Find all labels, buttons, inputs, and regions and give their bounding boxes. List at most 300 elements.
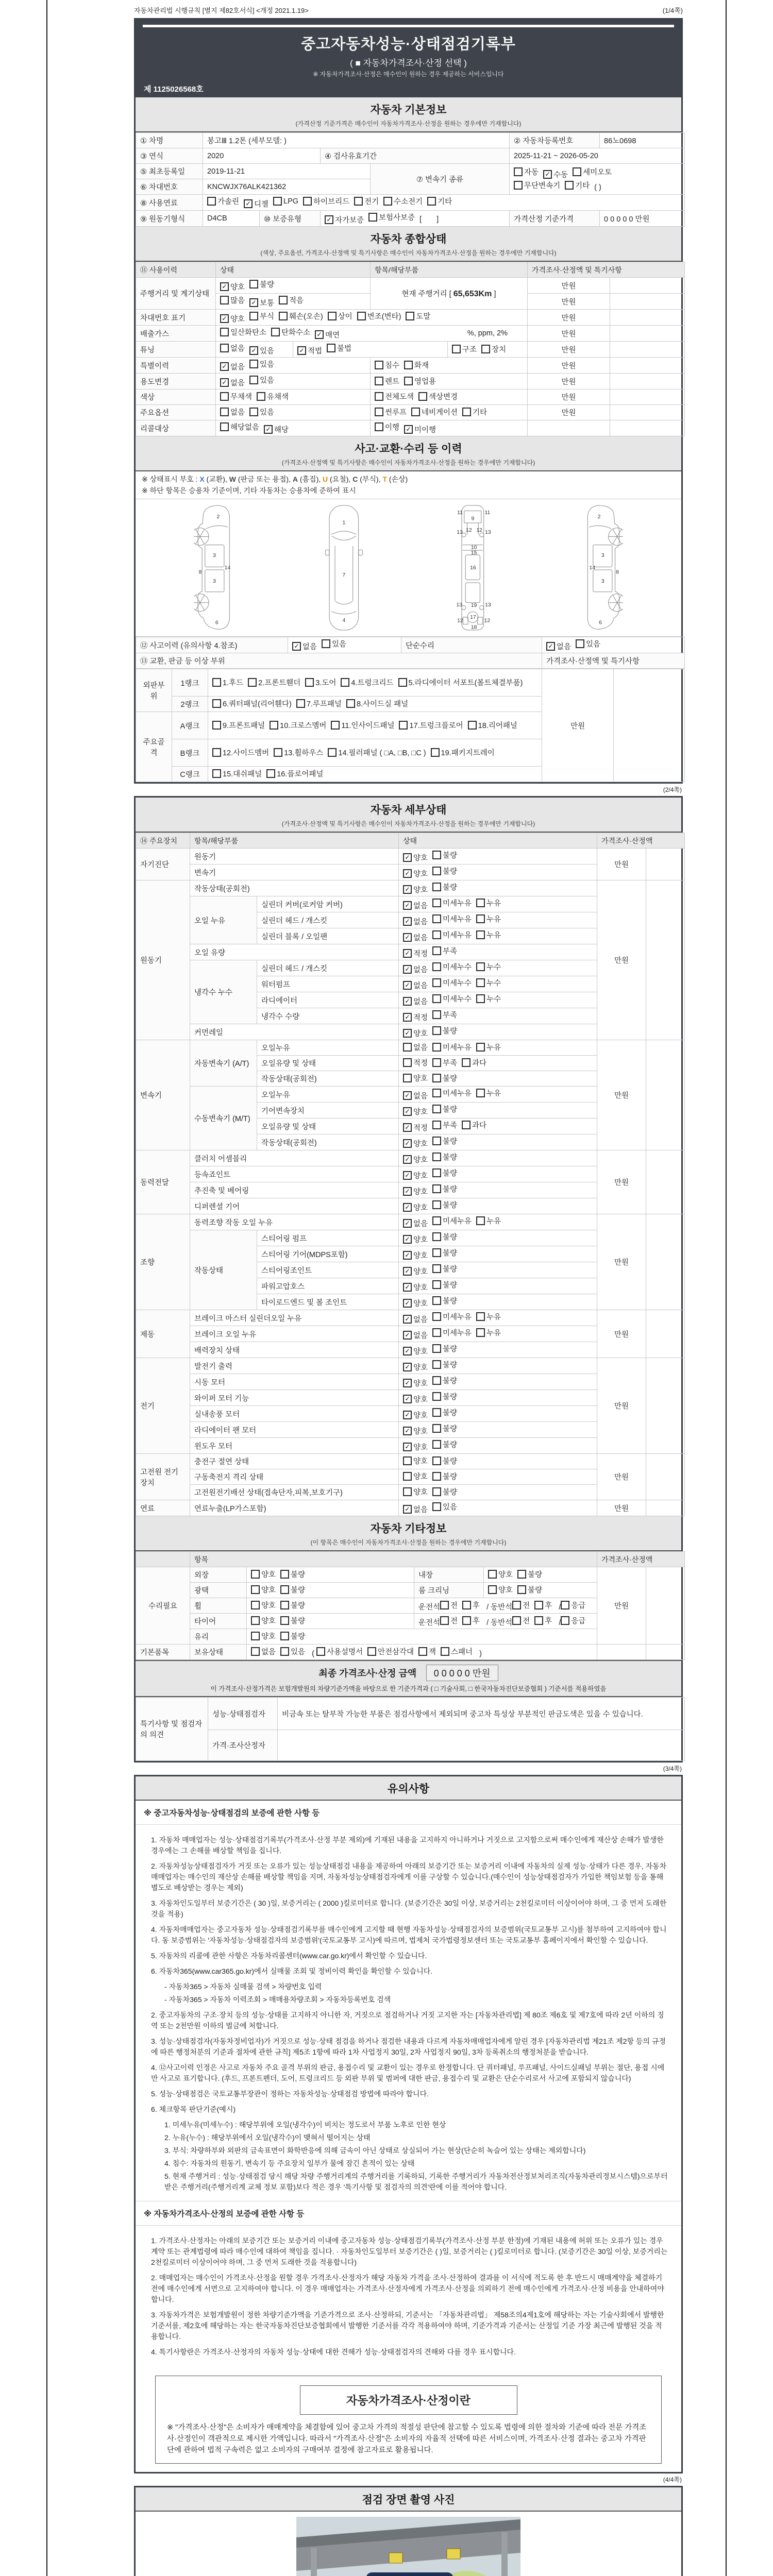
checkbox[interactable] (251, 1600, 276, 1611)
checkbox[interactable] (432, 913, 472, 924)
checkbox[interactable] (476, 1088, 501, 1098)
checkbox-box (303, 197, 312, 206)
checkbox[interactable] (249, 311, 274, 321)
checkbox-checked[interactable] (403, 964, 428, 975)
checkbox[interactable] (432, 1439, 457, 1450)
checkbox-checked[interactable] (546, 641, 571, 652)
checkbox[interactable] (432, 961, 472, 972)
checkbox-checked[interactable] (404, 424, 436, 435)
checkbox-label: 영업용 (414, 377, 436, 386)
svg-text:15: 15 (470, 550, 477, 556)
checkbox-checked[interactable] (543, 169, 568, 180)
checkbox-checked[interactable] (292, 641, 317, 652)
checkbox-checked[interactable] (264, 424, 289, 435)
checkbox-checked[interactable] (403, 980, 428, 991)
checkbox[interactable] (431, 747, 495, 758)
checkbox[interactable] (404, 360, 429, 370)
checkbox[interactable] (432, 1279, 457, 1290)
checkbox-checked[interactable] (403, 1394, 428, 1404)
checkbox[interactable] (375, 376, 399, 386)
state-options (399, 1087, 597, 1103)
checkbox[interactable] (375, 406, 407, 417)
checkbox[interactable] (212, 677, 243, 688)
checkbox-label: 양호 (413, 1473, 428, 1481)
checkbox-checked[interactable] (403, 1282, 428, 1293)
checkbox-box: ✓ (403, 949, 412, 958)
checkbox[interactable] (220, 343, 245, 353)
checkbox[interactable] (251, 1615, 276, 1626)
checkbox-checked[interactable] (403, 1504, 428, 1515)
checkbox-label: 후 (473, 1617, 480, 1625)
checkbox-checked[interactable] (403, 996, 428, 1007)
checkbox[interactable] (565, 180, 590, 191)
checkbox-box (517, 1570, 526, 1579)
svg-text:12: 12 (457, 618, 463, 624)
checkbox-label: 과다 (472, 1059, 487, 1067)
vin-mark-label: 차대번호 표기 (136, 310, 216, 326)
checkbox[interactable] (403, 1073, 428, 1083)
checkbox[interactable] (476, 961, 501, 972)
checkbox-checked[interactable] (403, 1330, 428, 1341)
checkbox[interactable] (512, 1600, 530, 1611)
checkbox[interactable] (432, 1295, 457, 1306)
checkbox-label: 7.루프패널 (306, 700, 342, 708)
checkbox[interactable] (220, 327, 266, 337)
checkbox-checked[interactable] (403, 1154, 428, 1165)
checkbox-label: 불량 (291, 1571, 306, 1579)
checkbox-checked[interactable] (403, 1314, 428, 1325)
checkbox[interactable] (418, 1646, 436, 1657)
checkbox[interactable] (514, 180, 560, 191)
checkbox-checked[interactable] (403, 884, 428, 895)
checkbox[interactable] (440, 1615, 458, 1626)
checkbox[interactable] (383, 196, 423, 207)
checkbox-box (367, 1647, 376, 1656)
checkbox[interactable] (354, 196, 379, 207)
checkbox[interactable] (462, 1615, 480, 1626)
checkbox[interactable] (432, 1136, 457, 1146)
checkbox[interactable] (207, 196, 239, 207)
checkbox-box (375, 408, 383, 416)
checkbox[interactable] (476, 913, 501, 924)
checkbox-checked[interactable] (403, 1170, 428, 1181)
checkbox-checked[interactable] (315, 329, 340, 340)
item-label: 기어변속장치 (257, 1103, 399, 1118)
item-label: 스티어링조인트 (257, 1262, 399, 1278)
checkbox[interactable] (476, 1215, 501, 1226)
checkbox[interactable] (476, 1327, 501, 1338)
checkbox[interactable] (432, 1151, 457, 1162)
polish-options (247, 1583, 414, 1598)
checkbox-checked[interactable] (403, 1442, 428, 1452)
checkbox[interactable] (432, 1009, 457, 1020)
checkbox[interactable] (488, 1569, 513, 1580)
checkbox-label: 양호 (413, 1458, 428, 1466)
checkbox-checked[interactable] (403, 1028, 428, 1039)
checkbox-checked[interactable] (403, 868, 428, 879)
checkbox[interactable] (212, 720, 265, 731)
checkbox[interactable] (280, 1569, 305, 1580)
state-options (399, 1118, 597, 1134)
checkbox-checked[interactable] (403, 1346, 428, 1357)
checkbox[interactable] (251, 1569, 276, 1580)
checkbox-checked[interactable] (403, 1410, 428, 1420)
checkbox-checked[interactable] (403, 1090, 428, 1101)
main-option-kind-options (371, 405, 528, 420)
checkbox[interactable] (452, 344, 477, 354)
checkbox[interactable] (432, 1167, 457, 1178)
checkbox-label: 과다 (472, 1122, 487, 1130)
checkbox[interactable] (432, 1104, 457, 1114)
checkbox[interactable] (271, 327, 310, 337)
checkbox[interactable] (462, 1120, 486, 1130)
checkbox[interactable] (251, 1631, 276, 1641)
checkbox-checked[interactable] (220, 377, 245, 388)
checkbox-checked[interactable] (403, 1234, 428, 1245)
checkbox[interactable] (322, 638, 346, 649)
checkbox[interactable] (296, 698, 342, 709)
checkbox-box (296, 699, 305, 708)
checkbox[interactable] (266, 768, 323, 779)
state-options (399, 912, 597, 928)
checkbox[interactable] (432, 866, 457, 876)
checkbox[interactable] (432, 1423, 457, 1434)
checkbox[interactable] (279, 295, 304, 306)
checkbox-checked[interactable] (297, 345, 322, 356)
checkbox[interactable] (488, 1584, 513, 1595)
checkbox-box (305, 678, 314, 687)
checkbox[interactable] (432, 1247, 457, 1258)
checkbox[interactable] (404, 376, 436, 386)
checkbox-checked[interactable] (244, 198, 268, 209)
checkbox[interactable] (440, 1600, 458, 1611)
checkbox[interactable] (514, 166, 539, 177)
checkbox[interactable] (220, 421, 259, 432)
checkbox[interactable] (432, 977, 472, 988)
checkbox-box (512, 1616, 521, 1625)
checkbox[interactable] (367, 1646, 414, 1657)
checkbox-checked[interactable] (403, 1186, 428, 1197)
checkbox[interactable] (534, 1600, 552, 1611)
base-price-label: 가격산정 기준가격 (510, 211, 600, 227)
checkbox-label: 있음 (332, 640, 347, 649)
checkbox-checked[interactable] (403, 1012, 428, 1023)
checkbox[interactable] (432, 1183, 457, 1194)
checkbox-box (452, 345, 461, 353)
checkbox[interactable] (273, 197, 298, 206)
checkbox[interactable] (212, 698, 292, 709)
checkbox[interactable] (476, 897, 501, 908)
checkbox[interactable] (432, 1407, 457, 1418)
checkbox-label: 기타 (473, 409, 488, 417)
svg-text:11: 11 (457, 510, 463, 516)
checkbox-label: 6.쿼터패널(리어휀다) (223, 700, 292, 708)
checkbox[interactable] (270, 720, 326, 731)
checkbox[interactable] (432, 1391, 457, 1402)
svg-text:8: 8 (198, 569, 202, 575)
checkbox[interactable] (327, 343, 351, 353)
checkbox-box (476, 994, 485, 1003)
checkbox[interactable] (280, 1631, 305, 1641)
checkbox[interactable] (248, 677, 300, 688)
checkbox[interactable] (517, 1569, 542, 1580)
checkbox[interactable] (249, 406, 274, 417)
checkbox[interactable] (432, 945, 457, 956)
checkbox-checked[interactable] (403, 1138, 428, 1149)
checkbox[interactable] (411, 406, 458, 417)
checkbox[interactable] (403, 1486, 428, 1497)
checkbox[interactable] (251, 1584, 276, 1595)
checkbox-box: ✓ (403, 1315, 412, 1324)
checkbox-checked[interactable] (403, 1362, 428, 1372)
checkbox[interactable] (274, 747, 323, 758)
checkbox[interactable] (280, 1615, 305, 1626)
checkbox[interactable] (432, 993, 472, 1004)
checkbox-box (212, 748, 221, 757)
checkbox-checked[interactable] (403, 1106, 428, 1117)
svg-text:9: 9 (471, 516, 475, 522)
checkbox[interactable] (305, 677, 336, 688)
checkbox-label: 10.크로스멤버 (280, 721, 327, 730)
checkbox-label: 탄화수소 (281, 329, 311, 337)
checkbox[interactable] (357, 311, 401, 321)
checkbox[interactable] (432, 1073, 457, 1083)
checkbox[interactable] (441, 1646, 473, 1657)
checkbox[interactable] (476, 1042, 501, 1053)
checkbox[interactable] (403, 1057, 428, 1068)
checkbox[interactable] (517, 1584, 542, 1595)
checkbox-checked[interactable] (403, 1250, 428, 1261)
checkbox-checked[interactable] (403, 1426, 428, 1436)
checkbox[interactable] (462, 1057, 486, 1068)
checkbox-label: 있음 (586, 640, 601, 649)
checkbox[interactable] (375, 391, 414, 402)
checkbox[interactable] (212, 768, 262, 779)
checkbox[interactable] (432, 1088, 472, 1098)
checkbox-label: 누유 (486, 1090, 501, 1098)
checkbox[interactable] (432, 929, 472, 940)
checkbox[interactable] (462, 406, 487, 417)
checkbox-label: 양호 (413, 1188, 428, 1196)
checkbox[interactable] (403, 1471, 428, 1482)
checkbox[interactable] (512, 1615, 530, 1626)
state-options (399, 1246, 597, 1262)
checkbox[interactable] (432, 1327, 472, 1338)
checkbox[interactable] (432, 1455, 457, 1466)
checkbox[interactable] (398, 677, 523, 688)
checkbox-box (403, 1074, 412, 1082)
checkbox[interactable] (375, 421, 399, 432)
checkbox[interactable] (432, 1501, 457, 1512)
checkbox[interactable] (432, 850, 457, 860)
checkbox[interactable] (432, 1359, 457, 1370)
checkbox-checked[interactable] (403, 1202, 428, 1213)
device-label: 원동기 (136, 880, 190, 1040)
checkbox[interactable] (432, 882, 457, 892)
special-history-label: 특별이력 (136, 358, 216, 374)
checkbox-checked[interactable] (403, 1266, 428, 1277)
checkbox-box: ✓ (403, 1203, 412, 1212)
checkbox[interactable] (249, 375, 274, 385)
checkbox-box (418, 1647, 427, 1656)
checkbox-box: ✓ (403, 1235, 412, 1244)
checkbox[interactable] (561, 1615, 585, 1626)
checkbox-label: 19.패키지트레이 (441, 749, 495, 757)
checkbox[interactable] (403, 1042, 428, 1053)
state-options (399, 1390, 597, 1406)
state-options (399, 1008, 597, 1024)
checkbox-box (432, 1487, 441, 1496)
rankA-label: A랭크 (172, 712, 208, 739)
state-code-letter: W (229, 475, 236, 483)
checkbox-box (279, 312, 288, 320)
checkbox-checked[interactable] (403, 852, 428, 863)
item-label: 브레이크 마스터 실린더오일 누유 (190, 1310, 399, 1326)
checkbox-label: 유채색 (267, 393, 289, 401)
warranty-type-label: ⑩ 보증유형 (260, 211, 321, 227)
checkbox[interactable] (257, 391, 289, 402)
svg-text:11: 11 (484, 510, 491, 516)
checkbox-label: 없음 (413, 902, 428, 910)
state-options (399, 880, 597, 896)
checkbox-label: 화재 (414, 361, 429, 370)
checkbox-label: 없음 (413, 998, 428, 1006)
svg-text:12: 12 (476, 527, 482, 533)
checkbox[interactable] (561, 1600, 585, 1611)
checkbox-checked[interactable] (249, 345, 274, 356)
checkbox-label: 불량 (260, 281, 275, 289)
checkbox[interactable] (220, 391, 252, 402)
checkbox[interactable] (432, 1120, 457, 1130)
checkbox-checked[interactable] (403, 948, 428, 959)
checkbox[interactable] (432, 1231, 457, 1242)
device-label: 동력전달 (136, 1150, 190, 1214)
checkbox[interactable] (476, 993, 501, 1004)
checkbox-checked[interactable] (403, 1298, 428, 1309)
checkbox[interactable] (462, 1600, 480, 1611)
checkbox[interactable] (406, 311, 430, 321)
checkbox[interactable] (341, 677, 393, 688)
interior-label: 내장 (414, 1567, 484, 1583)
checkbox-box (220, 328, 229, 336)
checkbox-checked[interactable] (403, 900, 428, 911)
checkbox-checked[interactable] (403, 1122, 428, 1133)
checkbox-checked[interactable] (403, 1378, 428, 1388)
item-label: 작동상태(공회전) (257, 1071, 399, 1087)
checkbox-box: ✓ (403, 1267, 412, 1276)
checkbox[interactable] (476, 1311, 501, 1322)
checkbox[interactable] (249, 359, 274, 369)
checkbox[interactable] (476, 977, 501, 988)
checkbox[interactable] (220, 295, 245, 306)
checkbox[interactable] (432, 1215, 472, 1226)
checkbox[interactable] (432, 1042, 472, 1053)
checkbox[interactable] (573, 166, 612, 177)
checkbox[interactable] (427, 196, 452, 207)
checkbox-box: ✓ (403, 1363, 412, 1371)
checkbox-checked[interactable] (403, 1218, 428, 1229)
price-cell: 만원 (597, 1500, 646, 1516)
checkbox-label: 불량 (291, 1602, 306, 1610)
checkbox[interactable] (316, 1646, 363, 1657)
checkbox[interactable] (212, 747, 269, 758)
checkbox[interactable] (375, 360, 399, 370)
warranty-options (321, 211, 510, 227)
checkbox[interactable] (432, 1471, 457, 1482)
checkbox[interactable] (280, 1600, 305, 1611)
checkbox[interactable] (368, 212, 415, 223)
checkbox[interactable] (432, 1199, 457, 1210)
checkbox[interactable] (432, 1263, 457, 1274)
checkbox-checked[interactable] (220, 313, 245, 324)
checkbox[interactable] (279, 311, 323, 321)
checkbox-box (432, 1026, 441, 1035)
checkbox[interactable] (346, 698, 408, 709)
checkbox-checked[interactable] (403, 916, 428, 927)
checkbox[interactable] (328, 747, 426, 758)
interior-options (484, 1567, 597, 1583)
checkbox[interactable] (418, 391, 458, 402)
device-label: 고전원 전기장치 (136, 1454, 190, 1500)
checkbox[interactable] (476, 929, 501, 940)
checkbox[interactable] (534, 1615, 552, 1626)
checkbox-box (432, 1264, 441, 1273)
checkbox[interactable] (432, 1375, 457, 1386)
checkbox[interactable] (403, 1455, 428, 1466)
checkbox[interactable] (249, 279, 274, 290)
checkbox-label: 불량 (443, 1265, 458, 1274)
checkbox-label: 미세누유 (443, 1329, 472, 1337)
item-label: 연료누출(LP가스포함) (190, 1500, 399, 1516)
checkbox[interactable] (251, 1646, 276, 1657)
checkbox[interactable] (399, 720, 463, 731)
checkbox[interactable] (432, 1025, 457, 1036)
checkbox-label: 불량 (443, 1361, 458, 1369)
checkbox-box (404, 377, 413, 385)
checkbox-label: 가솔린 (217, 198, 240, 206)
checkbox[interactable] (432, 1343, 457, 1354)
checkbox[interactable] (432, 1311, 472, 1322)
device-label: 변속기 (136, 1040, 190, 1150)
checkbox-checked[interactable] (220, 281, 245, 292)
state-code-letter: T (382, 475, 387, 483)
color-notes (610, 389, 685, 405)
notice-item: 3. 자동차인도일부터 보증기간은 ( 30 )일, 보증거리는 ( 2000 )킬로미터로 합니다. (보증기간은 30일 이상, 보증거리는 2천킬로미터 이상이어야 하며, 그 중 먼저 도래한 것을 적용) (151, 1899, 667, 1918)
item-label: 냉각수 수량 (257, 1008, 399, 1024)
checkbox[interactable] (432, 1486, 457, 1497)
form-meta-line (134, 5, 683, 15)
checkbox[interactable] (331, 720, 394, 731)
checkbox-box: ✓ (403, 1411, 412, 1419)
checkbox[interactable] (481, 344, 506, 354)
checkbox[interactable] (280, 1646, 305, 1657)
checkbox[interactable] (432, 897, 472, 908)
checkbox[interactable] (303, 196, 349, 207)
checkbox-checked[interactable] (325, 214, 364, 225)
checkbox-label: 2.프론트휀더 (258, 679, 301, 687)
checkbox-checked[interactable] (403, 932, 428, 943)
checkbox[interactable] (576, 638, 600, 649)
recall-notes (610, 420, 685, 436)
checkbox[interactable] (328, 311, 352, 321)
basic-info-band (136, 97, 681, 132)
checkbox[interactable] (280, 1584, 305, 1595)
checkbox[interactable] (468, 720, 517, 731)
checkbox[interactable] (432, 1057, 457, 1068)
checkbox-checked[interactable] (249, 297, 274, 308)
checkbox[interactable] (220, 406, 245, 417)
checkbox-checked[interactable] (220, 361, 245, 372)
